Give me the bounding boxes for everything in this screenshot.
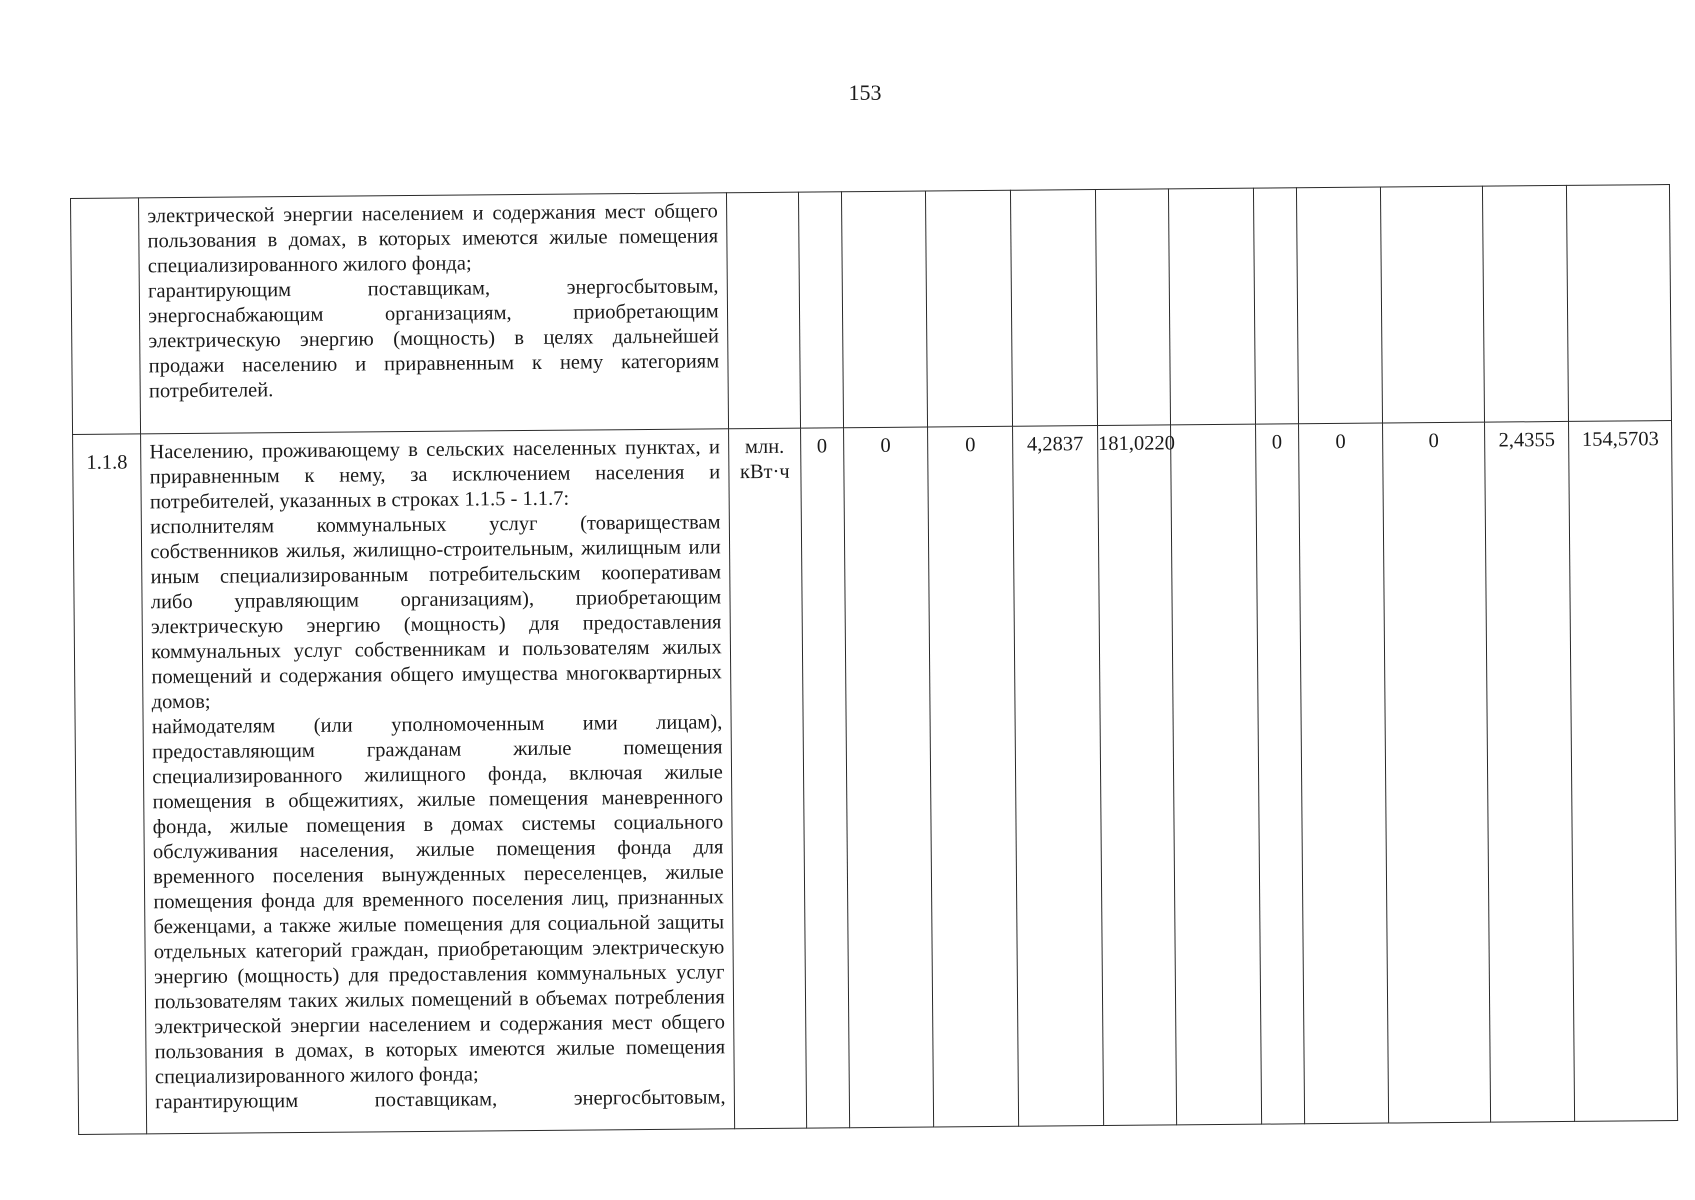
description-line: потребителей, указанных в строках 1.1.5 - 1.1.7: (149, 487, 570, 514)
value-cell: 181,0220 (1097, 425, 1177, 1126)
description-line: специализированного жилищного фонда, включая жилые (152, 761, 723, 789)
description-line: домов; (151, 690, 211, 714)
value-cell (1381, 186, 1484, 423)
description-line: электрической энергии населением и содержания мест общего (147, 200, 718, 228)
page-number: 153 (848, 80, 882, 105)
row-description (139, 193, 729, 434)
description-line: пользования в домах, в которых имеются жилые помещения (154, 1036, 726, 1064)
description-line: иным специализированным потребительским кооперативам (150, 561, 722, 589)
description-line: либо управляющим организациям), приобретающим (150, 586, 722, 614)
description-line: обслуживания населения, жилые помещения фонда для (152, 836, 724, 864)
description-line: электрическую энергию (мощность) для предоставления (150, 611, 722, 639)
description-line: потребителей. (148, 379, 274, 403)
description-line: исполнителям коммунальных услуг (товариществам (150, 511, 721, 539)
description-line: наймодателям (или уполномоченным ими лицам), (151, 711, 723, 739)
value-cell (1254, 188, 1298, 424)
row-description (141, 429, 735, 1134)
value-cell (1482, 185, 1569, 422)
value-cell (1011, 190, 1098, 427)
value-cell (799, 192, 843, 428)
value-cell: 0 (801, 428, 849, 1128)
description-line: временного поселения вынужденных переселенцев, жилые (153, 861, 724, 889)
description-line: гарантирующим поставщикам, энергосбытовым, (155, 1086, 726, 1114)
value-cell: 0 (1383, 422, 1490, 1123)
value-cell: 0 (928, 426, 1019, 1127)
description-line: помещения фонда для временного поселения лиц, признанных (153, 886, 724, 914)
row-number (71, 198, 141, 435)
description-line: фонда, жилые помещения в домах системы социального (152, 811, 724, 839)
value-cell (1171, 424, 1262, 1125)
description-line: энергию (мощность) для предоставления коммунальных услуг (153, 961, 725, 989)
description-line: энергоснабжающим организациям, приобретающим (148, 300, 719, 328)
value-cell (1169, 188, 1256, 425)
description-line: предоставляющим гражданам жилые помещения (151, 736, 723, 764)
description-line: помещения в общежитиях, жилые помещения маневренного (152, 786, 724, 814)
description-line: электрическую энергию (мощность) в целях дальнейшей (148, 325, 720, 353)
description-line: пользователям таких жилых помещений в объемах потребления (154, 986, 725, 1014)
value-cell: 0 (1298, 423, 1389, 1124)
value-cell: 0 (1256, 424, 1304, 1124)
description-line: гарантирующим поставщикам, энергосбытовым, (147, 275, 719, 303)
description-line: помещений и содержания общего имущества многоквартирных (151, 661, 722, 689)
description-line: Населению, проживающему в сельских населенных пунктах, и (149, 436, 721, 464)
description-line: специализированного жилого фонда; (154, 1063, 479, 1089)
value-cell (926, 190, 1013, 427)
description-line: коммунальных услуг собственникам и пользователям жилых (151, 636, 722, 664)
description-line: электрической энергии населением и содержания мест общего (154, 1011, 726, 1039)
description-line: отдельных категорий граждан, приобретающим электрическую (153, 936, 725, 964)
value-cell: 4,2837 (1013, 426, 1104, 1127)
value-cell (841, 191, 928, 428)
value-cell: 0 (843, 427, 934, 1128)
description-line: специализированного жилого фонда; (147, 252, 472, 278)
description-line: беженцами, а также жилые помещения для социальной защиты (153, 911, 725, 939)
value-cell (1296, 187, 1383, 424)
row-unit: млн. кВт·ч (728, 428, 806, 1129)
table-row (71, 185, 1672, 435)
value-cell (1567, 185, 1672, 422)
row-number: 1.1.8 (73, 434, 147, 1135)
tariff-table (70, 184, 1678, 1135)
table-row (73, 421, 1678, 1135)
value-cell: 154,5703 (1569, 421, 1678, 1122)
description-line: продажи населению и приравненным к нему категориям (148, 350, 720, 378)
row-unit (726, 192, 800, 429)
description-line: собственников жилья, жилищно-строительным, жилищным или (150, 536, 721, 564)
value-cell: 2,4355 (1484, 421, 1575, 1122)
description-line: пользования в домах, в которых имеются жилые помещения (147, 225, 719, 253)
value-cell (1095, 189, 1170, 426)
description-line: приравненным к нему, за исключением населения и (149, 461, 721, 489)
